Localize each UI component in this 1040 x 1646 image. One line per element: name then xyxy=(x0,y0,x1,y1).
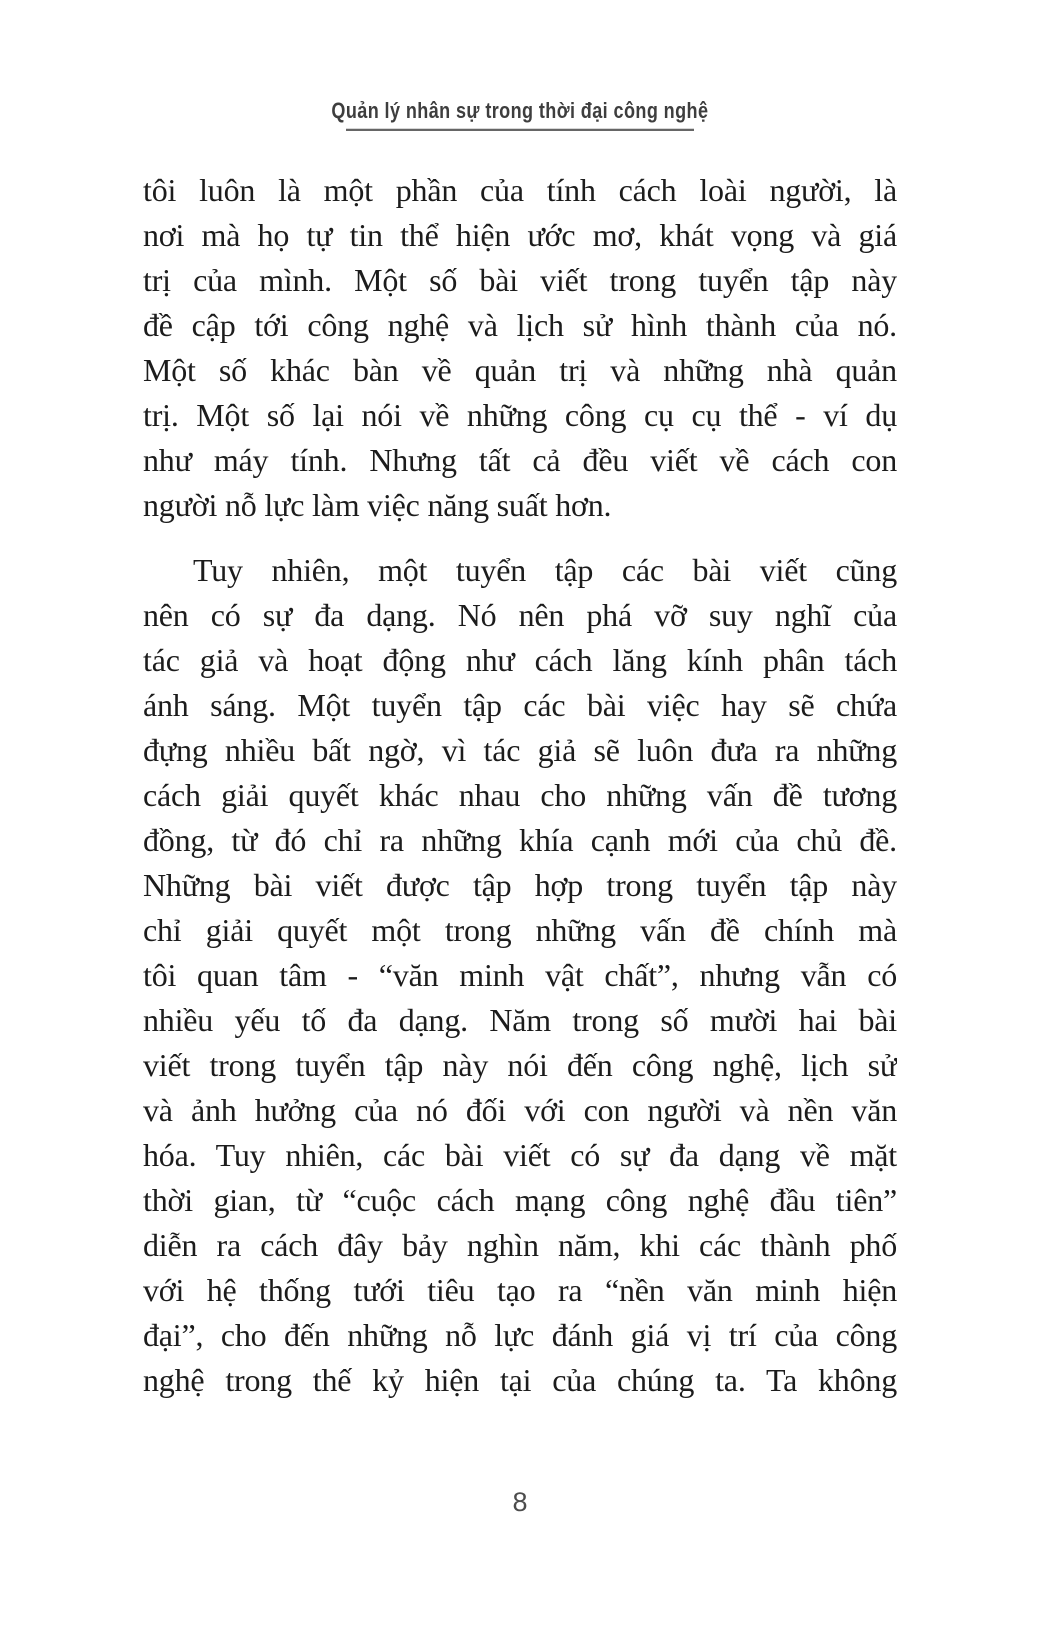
text-line: diễn ra cách đây bảy nghìn năm, khi các thành phố xyxy=(143,1227,897,1263)
text-line: cách giải quyết khác nhau cho những vấn đề tương xyxy=(143,777,897,813)
text-line: Tuy nhiên, một tuyển tập các bài viết cũng xyxy=(193,552,897,588)
text-line: đại”, cho đến những nỗ lực đánh giá vị trí của công xyxy=(143,1317,897,1353)
paragraph xyxy=(143,548,897,1403)
text-line: nơi mà họ tự tin thể hiện ước mơ, khát vọng và giá xyxy=(143,217,897,253)
text-line: chỉ giải quyết một trong những vấn đề chính mà xyxy=(143,912,897,948)
text-line: nên có sự đa dạng. Nó nên phá vỡ suy nghĩ của xyxy=(143,597,897,633)
running-header xyxy=(0,98,1040,131)
text-line: Những bài viết được tập hợp trong tuyển tập này xyxy=(143,867,897,903)
text-line: thời gian, từ “cuộc cách mạng công nghệ đầu tiên” xyxy=(143,1182,897,1218)
paragraph xyxy=(143,168,897,528)
text-line: trị. Một số lại nói về những công cụ cụ thể - ví dụ xyxy=(143,397,897,433)
text-line: ánh sáng. Một tuyển tập các bài việc hay sẽ chứa xyxy=(143,687,897,723)
text-line: đề cập tới công nghệ và lịch sử hình thành của nó. xyxy=(143,307,897,343)
body-text xyxy=(143,168,897,1403)
page-number: 8 xyxy=(512,1487,528,1517)
running-header-title: Quản lý nhân sự trong thời đại công nghệ xyxy=(331,98,709,123)
text-line: với hệ thống tưới tiêu tạo ra “nền văn minh hiện xyxy=(143,1272,897,1308)
text-line: trị của mình. Một số bài viết trong tuyển tập này xyxy=(143,262,897,298)
text-line: hóa. Tuy nhiên, các bài viết có sự đa dạng về mặt xyxy=(143,1137,897,1173)
text-line: viết trong tuyển tập này nói đến công nghệ, lịch sử xyxy=(143,1047,897,1083)
header-underline-rule xyxy=(346,128,694,131)
text-line: nghệ trong thế kỷ hiện tại của chúng ta. Ta không xyxy=(143,1362,897,1398)
text-line: và ảnh hưởng của nó đối với con người và nền văn xyxy=(143,1092,897,1128)
text-line: tác giả và hoạt động như cách lăng kính phân tách xyxy=(143,642,897,678)
text-line: như máy tính. Nhưng tất cả đều viết về cách con xyxy=(143,442,897,478)
text-line: người nỗ lực làm việc năng suất hơn. xyxy=(143,487,612,523)
text-line: tôi quan tâm - “văn minh vật chất”, nhưng vẫn có xyxy=(143,957,897,993)
text-line: Một số khác bàn về quản trị và những nhà quản xyxy=(143,352,897,388)
text-line: đồng, từ đó chỉ ra những khía cạnh mới của chủ đề. xyxy=(143,822,897,858)
page-footer xyxy=(0,1487,1040,1518)
text-line: nhiều yếu tố đa dạng. Năm trong số mười hai bài xyxy=(143,1002,897,1038)
text-line: đựng nhiều bất ngờ, vì tác giả sẽ luôn đưa ra những xyxy=(143,732,897,768)
text-line: tôi luôn là một phần của tính cách loài người, là xyxy=(143,172,897,208)
